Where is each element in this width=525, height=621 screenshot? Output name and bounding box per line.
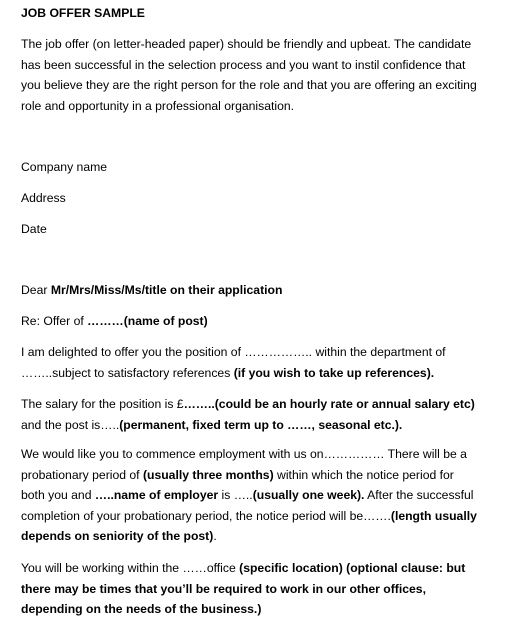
company-name-placeholder: Company name — [21, 160, 108, 174]
para3-line-2-plain: probationary period of — [21, 467, 143, 482]
para3-line-3-bold-1: …..name of employer — [94, 488, 219, 502]
para3-line-5 — [21, 526, 217, 547]
para3-line-3 — [21, 485, 474, 506]
para2-line-2-bold: (permanent, fixed term up to ……, seasonal etc.). — [119, 417, 403, 432]
para1-line-2-bold: (if you wish to take up references). — [233, 365, 435, 380]
para4-line-1-plain: You will be working within the ……office — [21, 561, 240, 575]
para4-line-1-bold: (specific location) (optional clause: but — [239, 561, 466, 575]
para3-line-2-bold: (usually three months) — [142, 467, 274, 482]
para3-line-4-plain: completion of your probationary period, the notice period will be……. — [21, 508, 391, 523]
date-placeholder: Date — [21, 222, 47, 236]
re-bold: ………(name of post) — [87, 314, 208, 328]
intro-line-2: has been successful in the selection process and you want to instil confidence that — [21, 57, 466, 72]
para2-line-1 — [21, 394, 475, 415]
para3-line-3-plain-3: After the successful — [364, 488, 474, 502]
para3-line-4 — [21, 506, 477, 527]
para3-line-4-bold: (length usually — [390, 508, 477, 523]
salutation — [21, 280, 282, 301]
salutation-bold: Mr/Mrs/Miss/Ms/title on their application — [50, 283, 283, 297]
para2-line-2-plain: and the post is….. — [21, 417, 120, 432]
para4-line-3-bold: depending on the needs of the business.) — [21, 602, 262, 616]
intro-line-1: The job offer (on letter-headed paper) should be friendly and upbeat. The candidate — [21, 37, 472, 51]
para4-line-3 — [21, 599, 261, 620]
para2-line-2 — [21, 415, 402, 436]
salutation-prefix: Dear — [21, 283, 51, 297]
para1-line-1: I am delighted to offer you the position of …………….. within the department of — [21, 345, 446, 359]
para1-line-2 — [21, 363, 434, 384]
para4-line-2-bold: there may be times that you’ll be required to work in our other offices, — [21, 581, 426, 596]
para3-line-2-tail: within which the notice period for — [273, 467, 454, 482]
address-placeholder: Address — [21, 191, 66, 205]
para3-line-5-bold: depends on seniority of the post) — [21, 529, 214, 543]
intro-line-3: you believe they are the right person for the role and that you are offering an exciting — [21, 78, 477, 92]
re-line — [21, 311, 208, 332]
para4-line-1 — [21, 558, 465, 579]
para3-line-2 — [21, 465, 454, 486]
para3-line-3-bold-2: (usually one week). — [252, 488, 365, 502]
para3-line-3-plain-1: both you and — [21, 488, 95, 502]
para2-line-1-bold: ……..(could be an hourly rate or annual salary etc) — [183, 397, 475, 411]
intro-line-4: role and opportunity in a professional organisation. — [21, 98, 295, 113]
para3-line-5-plain: . — [213, 529, 217, 543]
para3-line-1: We would like you to commence employment with us on…………… There will be a — [21, 447, 467, 461]
para1-line-2-plain: ……..subject to satisfactory references — [21, 365, 234, 380]
re-prefix: Re: Offer of — [21, 314, 88, 328]
document-title: JOB OFFER SAMPLE — [21, 6, 145, 20]
para2-line-1-plain: The salary for the position is £ — [21, 397, 184, 411]
para4-line-2 — [21, 579, 426, 600]
para3-line-3-plain-2: is ….. — [218, 488, 253, 502]
